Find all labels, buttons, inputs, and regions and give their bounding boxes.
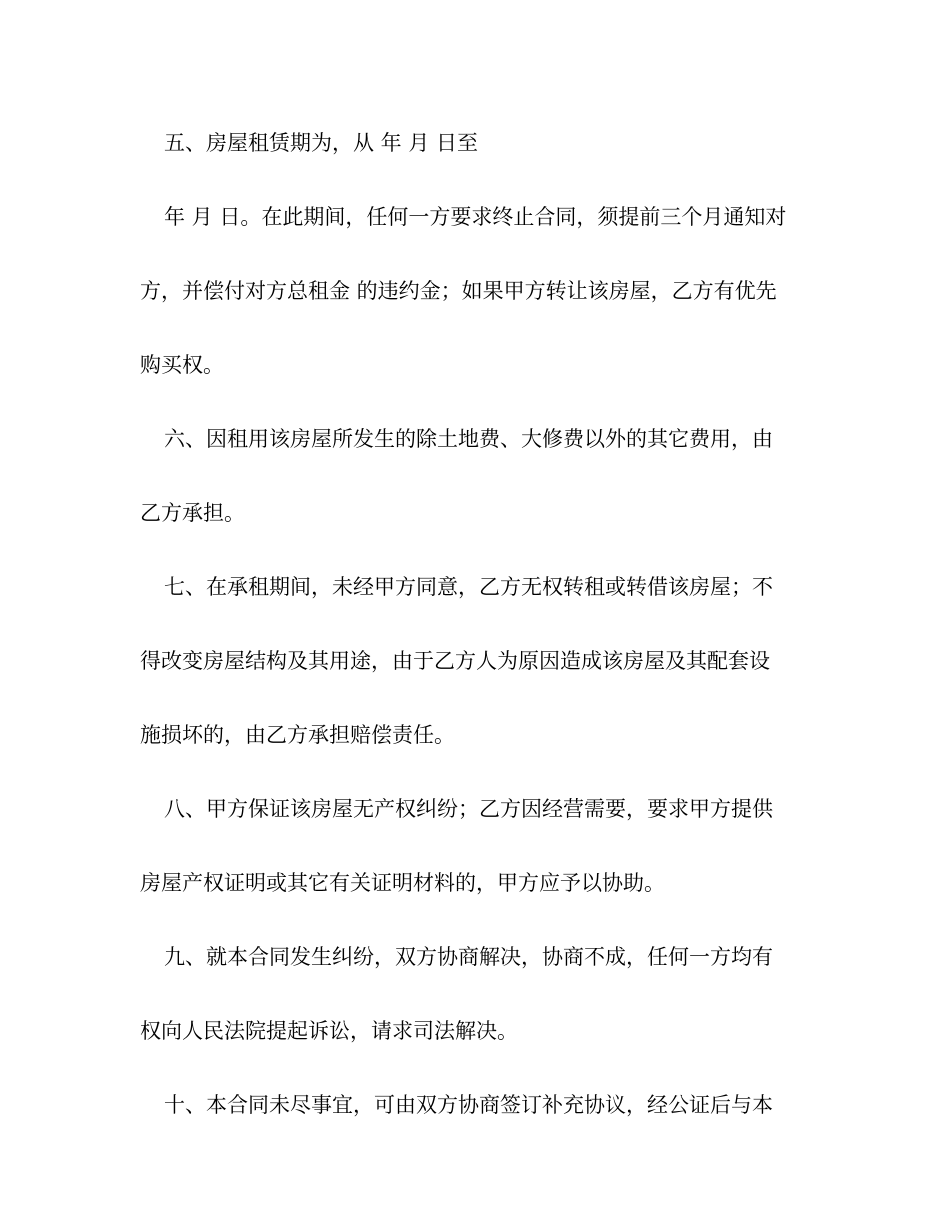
clause-9-line-1: 九、就本合同发生纠纷，双方协商解决，协商不成，任何一方均有 — [164, 945, 773, 969]
clause-7-line-2: 得改变房屋结构及其用途，由于乙方人为原因造成该房屋及其配套设 — [140, 649, 770, 673]
clause-10-line-1: 十、本合同未尽事宜，可由双方协商签订补充协议，经公证后与本 — [164, 1093, 773, 1117]
clause-6-line-2: 乙方承担。 — [140, 501, 245, 525]
clause-9-line-2: 权向人民法院提起诉讼，请求司法解决。 — [140, 1019, 518, 1043]
clause-6-line-1: 六、因租用该房屋所发生的除土地费、大修费以外的其它费用，由 — [164, 427, 773, 451]
clause-8-line-2: 房屋产权证明或其它有关证明材料的，甲方应予以协助。 — [140, 871, 665, 895]
clause-5-line-1: 五、房屋租赁期为，从 年 月 日至 — [164, 131, 479, 155]
clause-5-line-3: 方，并偿付对方总租金 的违约金；如果甲方转让该房屋，乙方有优先 — [140, 279, 777, 303]
clause-7-line-1: 七、在承租期间，未经甲方同意，乙方无权转租或转借该房屋；不 — [164, 575, 773, 599]
clause-8-line-1: 八、甲方保证该房屋无产权纠纷；乙方因经营需要，要求甲方提供 — [164, 797, 773, 821]
clause-5-line-2: 年 月 日。在此期间，任何一方要求终止合同，须提前三个月通知对 — [164, 205, 787, 229]
clause-7-line-3: 施损坏的，由乙方承担赔偿责任。 — [140, 723, 455, 747]
clause-5-line-4: 购买权。 — [140, 353, 224, 377]
